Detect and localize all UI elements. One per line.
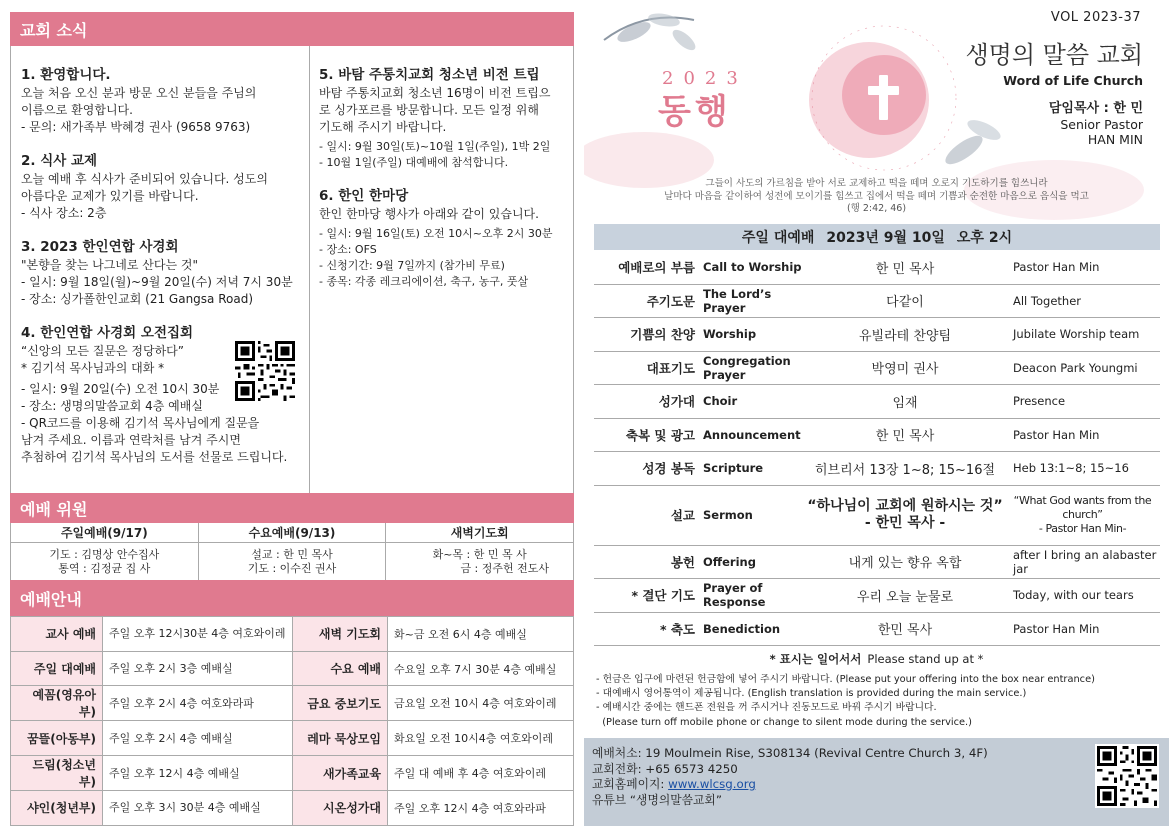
- sermon-title-text: “하나님이 교회에 원하시는 것”: [807, 498, 1003, 514]
- news-line: - 장소: 생명의말씀교회 4층 예배실: [21, 399, 203, 413]
- order-item-value: 유빌라테 찬양팀: [858, 328, 952, 344]
- order-item-person: Jubilate Worship team: [1013, 327, 1140, 342]
- duty-header: 주일예배(9/17): [11, 523, 198, 543]
- verse-ref: (행 2:42, 46): [846, 203, 907, 214]
- news-line: - QR코드를 이용해 김기석 목사님에게 질문을: [21, 416, 260, 430]
- column-divider: [309, 46, 310, 493]
- news-item-1: [21, 66, 306, 136]
- order-item-value: 히브리서 13장 1~8; 15~16절: [814, 462, 996, 478]
- guide-value: 금요일 오전 10시 4층 여호와이레: [388, 686, 574, 721]
- duty-line: 기도 : 김명상 안수집사: [49, 548, 160, 561]
- news-line: 바탐 주통치교회 청소년 16명이 비전 트립으: [319, 86, 551, 100]
- news-heading: 2. 식사 교제: [21, 153, 98, 169]
- guide-label: 레마 묵상모임: [293, 721, 388, 756]
- contact-info: [592, 746, 988, 808]
- order-item-person: All Together: [1013, 293, 1081, 308]
- duty-line: 기도 : 이수진 권사: [247, 562, 337, 575]
- news-line: - 장소: 싱가폴한인교회 (21 Gangsa Road): [21, 292, 253, 306]
- service-time: 오후 2시: [956, 230, 1013, 246]
- guide-label: 주일 대예배: [11, 651, 103, 686]
- guide-value: 주일 오후 2시 4층 여호와라파: [103, 686, 293, 721]
- order-item-value: 한 민 목사: [875, 429, 935, 445]
- sermon-en-preacher: - Pastor Han Min-: [1038, 522, 1127, 535]
- news-line: 이름으로 환영합니다.: [21, 103, 133, 117]
- news-line: 오늘 처음 오신 분과 방문 오신 분들을 주님의: [21, 86, 257, 100]
- news-line: - 신청기간: 9월 7일까지 (참가비 무료): [319, 259, 505, 272]
- theme-text: 동행: [658, 92, 732, 132]
- order-item-ko: 주기도문: [646, 293, 695, 309]
- order-item-person: Presence: [1013, 394, 1066, 409]
- verse-line: 날마다 마음을 같이하여 성전에 모이기를 힘쓰고 집에서 떡을 떼며 기쁨과 순전한 마음으로 음식을 먹고: [664, 190, 1089, 202]
- news-line: - 식사 장소: 2층: [21, 206, 107, 220]
- guide-label: 금요 중보기도: [293, 686, 388, 721]
- note-line: - 헌금은 입구에 마련된 헌금함에 넣어 주시기 바랍니다. (Please put your offering into the box near entrance): [596, 674, 1095, 685]
- guide-label: 수요 예배: [293, 651, 388, 686]
- order-item-value: 박영미 권사: [871, 362, 939, 378]
- news-line: - 일시: 9월 18일(월)~9월 20일(수) 저녁 7시 30분: [21, 275, 293, 289]
- youtube: 유튜브 “생명의말씀교회”: [592, 792, 722, 807]
- duty-line: 화~목 : 한 민 목 사: [432, 548, 527, 561]
- footer-qr-code-icon[interactable]: [1095, 744, 1159, 808]
- guide-label: 드림(청소년부): [11, 756, 103, 791]
- guide-value: 주일 오후 12시 4층 예배실: [103, 756, 293, 791]
- duty-line: 금 : 정주헌 전도사: [460, 562, 550, 575]
- order-item-ko: 축복 및 광고: [625, 427, 695, 443]
- guide-row: [11, 651, 574, 686]
- guide-row: [11, 617, 574, 652]
- news-heading: 3. 2023 한인연합 사경회: [21, 239, 179, 255]
- news-title: 교회 소식: [10, 12, 574, 46]
- news-line: * 김기석 목사님과의 대화 *: [21, 361, 165, 375]
- news-line: 추첨하여 김기석 목사님의 도서를 선물로 드립니다.: [21, 450, 288, 464]
- order-item-person: after I bring an alabaster jar: [1013, 547, 1157, 576]
- duty-header: 새벽기도회: [386, 523, 573, 543]
- sermon-en-title: “What God wants from the church”: [1013, 494, 1152, 521]
- qr-code-icon[interactable]: [233, 339, 297, 403]
- order-item-value: 우리 오늘 눈물로: [856, 589, 954, 605]
- guide-title: 예배안내: [10, 580, 574, 616]
- duty-header: 수요예배(9/13): [199, 523, 386, 543]
- guide-row: [11, 791, 574, 826]
- church-name-en: Word of Life Church: [1003, 73, 1143, 88]
- right-panel: [584, 0, 1169, 826]
- order-item-ko: 예배로의 부름: [618, 260, 695, 276]
- order-item-en: Scripture: [703, 461, 764, 476]
- service-name: 주일 대예배: [741, 230, 815, 246]
- guide-value: 주일 오후 12시 4층 여호와라파: [388, 791, 574, 826]
- stand-note-en: Please stand up at *: [867, 652, 984, 666]
- order-item-ko: 봉헌: [670, 554, 695, 570]
- news-heading: 4. 한인연합 사경회 오전집회: [21, 325, 194, 341]
- guide-row: [11, 721, 574, 756]
- order-item-person: Deacon Park Youngmi: [1013, 360, 1138, 375]
- guide-label: 예꼼(영유아부): [11, 686, 103, 721]
- order-item-person: Pastor Han Min: [1013, 260, 1100, 275]
- news-line: 아름다운 교제가 있기를 바랍니다.: [21, 189, 199, 203]
- service-guide-table: [10, 616, 574, 826]
- duty-table: [10, 523, 574, 580]
- order-item-person: Pastor Han Min: [1013, 621, 1100, 636]
- website-row: [592, 777, 988, 793]
- order-item-ko: 대표기도: [646, 360, 695, 376]
- duty-line: 통역 : 김정균 집 사: [58, 562, 151, 575]
- website-link[interactable]: www.wlcsg.org: [668, 777, 756, 791]
- order-item-ko: * 축도: [659, 621, 695, 637]
- guide-label: 꿈뜰(아동부): [11, 721, 103, 756]
- news-heading: 6. 한인 한마당: [319, 188, 409, 204]
- order-item-ko: 기쁨의 찬양: [630, 327, 695, 343]
- order-item-value: 임재: [892, 395, 918, 411]
- order-item-ko: 성경 봉독: [642, 461, 695, 477]
- news-line: - 문의: 새가족부 박혜경 권사 (9658 9763): [21, 120, 251, 134]
- order-item-en: Offering: [703, 554, 756, 569]
- news-line: “신앙의 모든 질문은 정당하다”: [21, 344, 184, 358]
- order-item-ko: * 결단 기도: [631, 588, 695, 604]
- news-line: "본향을 찾는 나그네로 산다는 것": [21, 258, 198, 272]
- guide-label: 교사 예배: [11, 617, 103, 652]
- news-line: - 일시: 9월 20일(수) 오전 10시 30분: [21, 382, 220, 396]
- guide-value: 주일 대 예배 후 4층 여호와이레: [388, 756, 574, 791]
- stand-note-ko: * 표시는 일어서서: [769, 652, 862, 666]
- news-line: - 장소: OFS: [319, 243, 377, 256]
- guide-value: 주일 오후 2시 4층 예배실: [103, 721, 293, 756]
- website-label: 교회홈페이지:: [592, 777, 669, 791]
- order-row: [594, 546, 1160, 580]
- stand-note: [584, 651, 1169, 667]
- order-item-en: Sermon: [703, 508, 753, 522]
- guide-value: 주일 오후 3시 30분 4층 예배실: [103, 791, 293, 826]
- phone: 교회전화: +65 6573 4250: [592, 761, 738, 776]
- order-item-en: Benediction: [703, 621, 781, 636]
- year-text: 2023: [662, 68, 748, 89]
- order-item-ko: 성가대: [658, 394, 695, 410]
- order-item-en: Announcement: [703, 427, 801, 442]
- duty-line: 설교 : 한 민 목사: [251, 548, 333, 561]
- note-line: - 예배시간 중에는 핸드폰 전원을 꺼 주시거나 진동모드로 바꿔 주시기 바랍니다.: [596, 702, 937, 714]
- address: 예배처소: 19 Moulmein Rise, S308134 (Revival Centre Church 3, 4F): [592, 746, 988, 760]
- order-item-value: 내게 있는 향유 옥합: [848, 556, 962, 572]
- order-row: [594, 385, 1160, 419]
- duty-column: [11, 523, 199, 580]
- news-line: - 10월 1일(주일) 대예배에 참석합니다.: [319, 156, 509, 169]
- verse-line: 그들이 사도의 가르침을 받아 서로 교제하고 떡을 떼며 오로지 기도하기를 힘쓰니라: [705, 178, 1048, 189]
- order-row: [594, 452, 1160, 486]
- order-row: [594, 285, 1160, 319]
- news-line: - 일시: 9월 30일(토)~10월 1일(주일), 1박 2일: [319, 140, 551, 153]
- scripture-verse: [584, 178, 1169, 216]
- order-item-en: Congregation Prayer: [703, 353, 791, 382]
- order-row: [594, 579, 1160, 613]
- news-line: - 종목: 각종 레크리에이션, 축구, 농구, 풋살: [319, 275, 529, 288]
- news-heading: 5. 바탐 주통치교회 청소년 비전 트립: [319, 67, 540, 83]
- pastor-ko: 담임목사 : 한 민: [1048, 101, 1143, 116]
- guide-row: [11, 686, 574, 721]
- guide-row: [11, 756, 574, 791]
- guide-value: 화~금 오전 6시 4층 예배실: [388, 617, 574, 652]
- news-line: - 일시: 9월 16일(토) 오전 10시~오후 2시 30분: [319, 227, 553, 240]
- church-logo: 생명의 말씀 교회: [965, 41, 1143, 69]
- guide-label: 새벽 기도회: [293, 617, 388, 652]
- order-row: [594, 318, 1160, 352]
- guide-value: 수요일 오후 7시 30분 4층 예배실: [388, 651, 574, 686]
- order-row: [594, 251, 1160, 285]
- news-line: 한인 한마당 행사가 아래와 같이 있습니다.: [319, 207, 539, 221]
- order-item-ko: 설교: [670, 508, 695, 523]
- order-row: [594, 613, 1160, 647]
- news-column-2: [319, 66, 571, 306]
- pastor-en-title: Senior Pastor: [1060, 117, 1143, 132]
- order-item-en: Call to Worship: [703, 260, 802, 275]
- guide-label: 새가족교육: [293, 756, 388, 791]
- guide-label: 샤인(청년부): [11, 791, 103, 826]
- news-column-1: [21, 66, 306, 482]
- order-item-en: Prayer of Response: [703, 581, 766, 610]
- sermon-en: [1005, 494, 1160, 536]
- guide-value: 주일 오후 2시 3층 예배실: [103, 651, 293, 686]
- guide-value: 화요일 오전 10시4층 여호와이레: [388, 721, 574, 756]
- duty-column: [386, 523, 573, 580]
- sermon-row: [594, 486, 1160, 546]
- note-line: (Please turn off mobile phone or change to silent mode during the service.): [596, 716, 972, 728]
- left-panel: [0, 0, 584, 826]
- order-item-person: Today, with our tears: [1013, 588, 1134, 603]
- news-item-5: [319, 66, 571, 171]
- news-line: 로 싱가포르를 방문합니다. 모든 일정 위해: [319, 103, 539, 117]
- order-item-en: The Lord’s Prayer: [703, 286, 772, 315]
- order-item-value: 한민 목사: [877, 623, 933, 639]
- sermon-title: [805, 498, 1005, 532]
- news-item-3: [21, 238, 306, 308]
- order-item-person: Pastor Han Min: [1013, 427, 1100, 442]
- news-item-2: [21, 152, 306, 222]
- news-line: 남겨 주세요. 이름과 연락처를 남겨 주시면: [21, 433, 241, 447]
- service-header: [594, 224, 1160, 250]
- note-line: - 대예배시 영어통역이 제공됩니다. (English translation is provided during the main service.): [596, 688, 1027, 700]
- footer: [584, 738, 1169, 826]
- news-box: [10, 46, 574, 493]
- order-row: [594, 419, 1160, 453]
- order-of-worship: [594, 251, 1160, 646]
- news-line: 오늘 예배 후 식사가 준비되어 있습니다. 성도의: [21, 172, 268, 186]
- order-row: [594, 352, 1160, 386]
- duty-column: [199, 523, 387, 580]
- news-item-6: [319, 187, 571, 290]
- guide-value: 주일 오후 12시30분 4층 여호와이레: [103, 617, 293, 652]
- order-item-value: 한 민 목사: [875, 261, 935, 277]
- volume-number: VOL 2023-37: [1050, 10, 1141, 25]
- order-item-en: Worship: [703, 327, 757, 342]
- news-line: 기도해 주시기 바랍니다.: [319, 120, 447, 134]
- sermon-preacher: - 한민 목사 -: [864, 515, 946, 531]
- duty-title: 예배 위원: [10, 493, 574, 523]
- news-heading: 1. 환영합니다.: [21, 67, 111, 83]
- service-notes: [596, 673, 1095, 730]
- order-item-en: Choir: [703, 394, 738, 409]
- order-item-value: 다같이: [886, 295, 924, 311]
- pastor-en-name: HAN MIN: [1087, 132, 1143, 147]
- order-item-person: Heb 13:1~8; 15~16: [1013, 461, 1129, 476]
- service-date: 2023년 9월 10일: [826, 230, 945, 246]
- guide-label: 시온성가대: [293, 791, 388, 826]
